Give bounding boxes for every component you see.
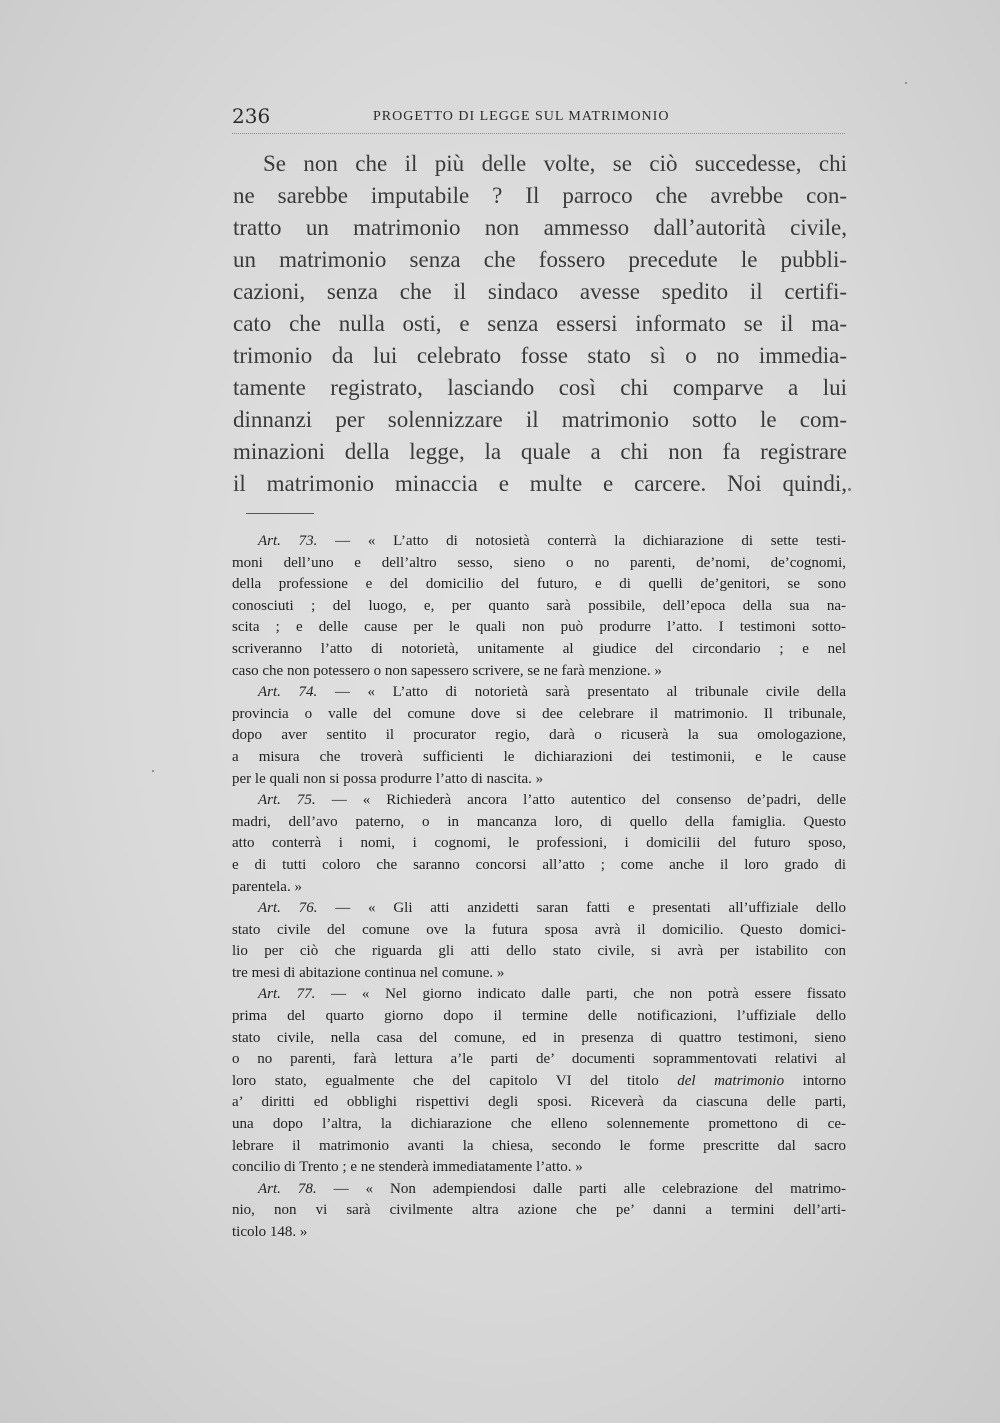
note-line: della professione e del domicilio del futuro, e di quelli de’genitori, se sono <box>232 576 846 593</box>
article-note-76 <box>232 898 846 984</box>
note-line: provincia o valle del comune dove si dee celebrare il matrimonio. Il tribunale, <box>232 705 846 722</box>
note-line: madri, dell’avo paterno, o in mancanza loro, di quello della famiglia. Questo <box>232 813 846 830</box>
note-line: stato civile del comune ove la futura sposa avrà il domicilio. Questo domici- <box>232 921 846 938</box>
page-header <box>232 104 845 128</box>
note-line: lio per ciò che riguarda gli atti dello stato civile, si avrà per istabilito con <box>232 943 846 960</box>
paper-speck <box>905 82 907 84</box>
note-line: Art. 78. — « Non adempiendosi dalle parti alle celebrazione del matrimo- <box>258 1180 846 1197</box>
note-line: lebrare il matrimonio avanti la chiesa, secondo le forme prescritte dal sacro <box>232 1137 846 1154</box>
note-line: prima del quarto giorno dopo il termine delle notificazioni, l’uffiziale dello <box>232 1008 846 1025</box>
note-line: moni dell’uno e dell’altro sesso, sieno o no parenti, de’nomi, de’cognomi, <box>232 554 846 571</box>
note-line: stato civile, nella casa del comune, ed in presenza di quattro testimoni, sieno <box>232 1029 846 1046</box>
main-text-line: cato che nulla osti, e senza essersi informato se il ma- <box>233 311 847 336</box>
paper-speck <box>848 488 851 491</box>
main-text-line: cazioni, senza che il sindaco avesse spedito il certifi- <box>233 279 847 304</box>
note-line: dopo aver sentito il procurator regio, darà o ricuserà la sua omologazione, <box>232 727 846 744</box>
note-line: scita ; e delle cause per le quali non può produrre l’atto. I testimoni sotto- <box>232 619 846 636</box>
note-line: scriveranno l’atto di notorietà, unitamente al giudice del circondario ; e nel <box>232 640 846 657</box>
main-text-line: minazioni della legge, la quale a chi non fa registrare <box>233 439 847 464</box>
note-line: loro stato, egualmente che del capitolo VI del titolo del matrimonio intorno <box>232 1072 846 1089</box>
note-line: ticolo 148. » <box>232 1224 308 1240</box>
note-line: o no parenti, farà lettura a’le parti de’ documenti soprammentovati relativi al <box>232 1051 846 1068</box>
note-line: per le quali non si possa produrre l’atto di nascita. » <box>232 770 544 787</box>
footnote-rule <box>246 513 314 514</box>
main-text-block <box>233 148 847 500</box>
note-line: Art. 76. — « Gli atti anzidetti saran fatti e presentati all’uffiziale dello <box>258 900 847 917</box>
article-label: Art. 78. <box>258 1180 317 1197</box>
article-label: Art. 77. <box>258 986 316 1003</box>
note-line: una dopo l’altra, la dichiarazione che elleno solennemente promettono di ce- <box>232 1116 846 1133</box>
italic-phrase: del matrimonio <box>677 1072 785 1089</box>
main-text-line: ne sarebbe imputabile ? Il parroco che avrebbe con- <box>233 183 847 208</box>
note-line: a’ diritti ed obblighi rispettivi degli sposi. Riceverà da ciascuna delle parti, <box>232 1094 846 1111</box>
note-line: concilio di Trento ; e ne stenderà immediatamente l’atto. » <box>232 1159 583 1176</box>
article-note-78 <box>232 1179 846 1244</box>
note-line: parentela. » <box>232 878 302 895</box>
paper-speck <box>152 770 154 772</box>
note-line: conosciuti ; del luogo, e, per quanto sarà possibile, dell’epoca della sua na- <box>232 597 846 614</box>
note-line: Art. 75. — « Richiederà ancora l’atto autentico del consenso de’padri, delle <box>258 792 847 809</box>
note-line: Art. 77. — « Nel giorno indicato dalle parti, che non potrà essere fissato <box>258 986 847 1003</box>
article-label: Art. 76. <box>258 900 318 917</box>
note-line: caso che non potessero o non sapessero scrivere, se ne farà menzione. » <box>232 662 662 679</box>
main-text-line: trimonio da lui celebrato fosse stato sì o no immedia- <box>233 343 847 368</box>
main-text-line: tratto un matrimonio non ammesso dall’autorità civile, <box>233 215 847 240</box>
note-line: nio, non vi sarà civilmente altra azione che pe’ danni a termini dell’arti- <box>232 1202 846 1219</box>
main-text-line: un matrimonio senza che fossero precedute le pubbli- <box>233 247 847 272</box>
article-note-74 <box>232 682 846 790</box>
note-line: tre mesi di abitazione continua nel comune. » <box>232 964 505 981</box>
note-line: atto conterrà i nomi, i cognomi, le professioni, i domicilii del futuro sposo, <box>232 835 846 852</box>
footnotes-block <box>232 531 846 1244</box>
article-label: Art. 73. <box>258 533 318 549</box>
article-note-73 <box>232 531 846 682</box>
article-note-77 <box>232 984 846 1178</box>
article-note-75 <box>232 790 846 898</box>
note-line: a misura che troverà sufficienti le dichiarazioni dei testimonii, e le cause <box>232 748 846 765</box>
note-line: e di tutti coloro che saranno concorsi all’atto ; come anche il loro grado di <box>232 856 846 873</box>
running-title: PROGETTO DI LEGGE SUL MATRIMONIO <box>373 109 670 124</box>
page-number: 236 <box>232 104 271 128</box>
main-text-line: tamente registrato, lasciando così chi comparve a lui <box>233 375 847 400</box>
note-line: Art. 74. — « L’atto di notorietà sarà presentato al tribunale civile della <box>258 684 847 701</box>
article-label: Art. 75. <box>258 792 316 809</box>
main-text-line: Se non che il più delle volte, se ciò succedesse, chi <box>263 151 847 176</box>
article-label: Art. 74. <box>258 684 318 701</box>
header-rule <box>232 133 845 134</box>
note-line: Art. 73. — « L’atto di notosietà conterrà la dichiarazione di sette testi- <box>258 533 846 549</box>
main-text-line: il matrimonio minaccia e multe e carcere. Noi quindi, <box>233 471 847 496</box>
main-text-line: dinnanzi per solennizzare il matrimonio sotto le com- <box>233 407 847 432</box>
